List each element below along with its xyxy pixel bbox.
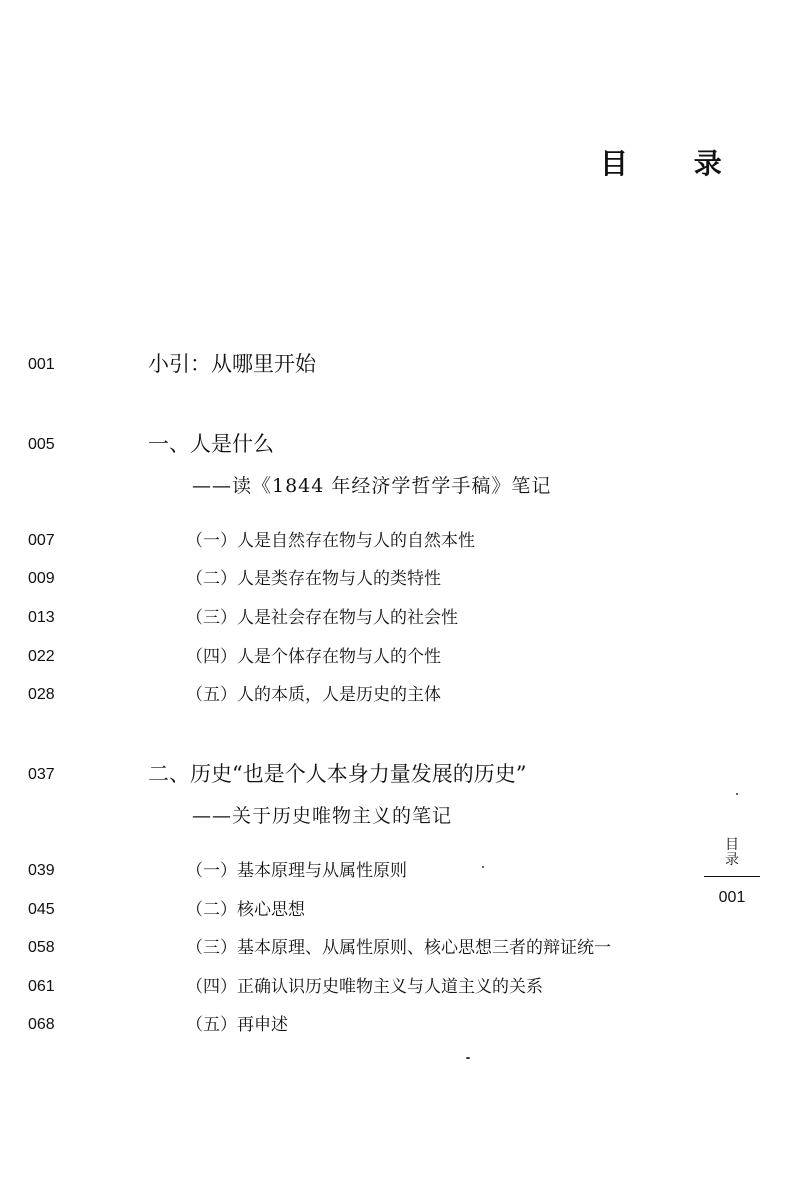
toc-chapter-2-subtitle: ——关于历史唯物主义的笔记 [192,805,453,827]
toc-page-number: 022 [28,648,55,665]
side-tab-page-number: 001 [718,889,746,906]
toc-page-number: 068 [28,1016,55,1033]
toc-chapter-2-title[interactable]: 二、历史“也是个人本身力量发展的历史” [148,762,527,786]
toc-section-title[interactable]: （三）基本原理、从属性原则、核心思想三者的辩证统一 [186,938,611,958]
side-tab-label: 目录 [725,837,739,868]
toc-page-number: 028 [28,686,55,703]
toc-section-title[interactable]: （四）人是个体存在物与人的个性 [186,647,441,667]
toc-page-number: 058 [28,939,55,956]
toc-page-number: 045 [28,901,55,918]
toc-page-number: 007 [28,532,55,549]
toc-section-title[interactable]: （三）人是社会存在物与人的社会性 [186,608,458,628]
toc-page-number: 061 [28,978,55,995]
toc-intro-title[interactable]: 小引：从哪里开始 [148,352,316,376]
toc-page-number: 037 [28,766,55,783]
toc-section-title[interactable]: （二）核心思想 [186,900,305,920]
toc-section-title[interactable]: （五）人的本质，人是历史的主体 [186,685,441,705]
scan-speck [466,1057,470,1059]
toc-page-number: 005 [28,436,55,453]
toc-section-title[interactable]: （二）人是类存在物与人的类特性 [186,569,441,589]
side-tab-rule [704,876,760,877]
toc-section-title[interactable]: （一）基本原理与从属性原则 [186,861,407,881]
toc-section-title[interactable]: （四）正确认识历史唯物主义与人道主义的关系 [186,977,543,997]
toc-page-number: 001 [28,356,55,373]
side-tab [704,838,760,909]
toc-chapter-1-title[interactable]: 一、人是什么 [148,432,274,456]
toc-section-title[interactable]: （一）人是自然存在物与人的自然本性 [186,531,475,551]
toc-page-number: 013 [28,609,55,626]
toc-page-number: 039 [28,862,55,879]
toc-chapter-1-subtitle: ——读《1844 年经济学哲学手稿》笔记 [192,475,552,497]
scan-speck [482,866,484,868]
page-title: 目 录 [600,147,750,180]
toc-section-title[interactable]: （五）再申述 [186,1015,288,1035]
scan-speck [736,793,738,795]
toc-page-number: 009 [28,570,55,587]
